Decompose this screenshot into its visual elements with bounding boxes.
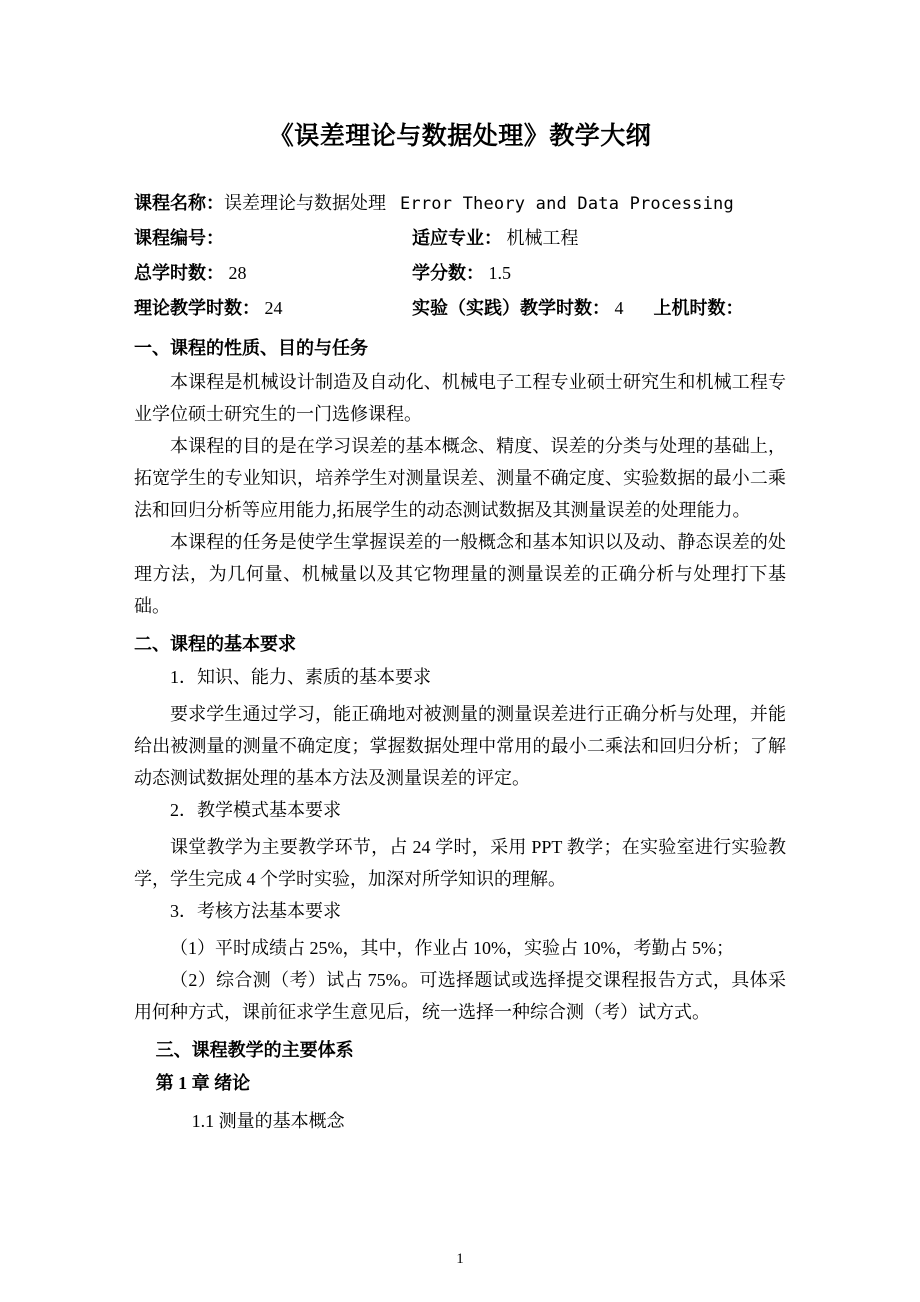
total-hours-value: 28 (228, 263, 247, 284)
section-2-item-3-subheading: 3．考核方法基本要求 (170, 900, 341, 921)
section-heading-1: 一、课程的性质、目的与任务 (134, 338, 368, 359)
course-name-value: 误差理论与数据处理 (224, 193, 386, 213)
section-1-paragraph-2: 本课程的目的是在学习误差的基本概念、精度、误差的分类与处理的基础上，拓宽学生的专业知识，培养学生对测量误差、测量不确定度、实验数据的最小二乘法和回归分析等应用能力,拓展学生的动态测试数据及其测量误差的处理能力。 (134, 435, 786, 520)
credits-label: 学分数： (412, 263, 484, 284)
computer-hours-group (624, 291, 744, 326)
page-number: 1 (456, 1251, 464, 1267)
major-label: 适应专业： (412, 228, 502, 249)
course-name-english: Error Theory and Data Processing (400, 194, 734, 214)
section-heading-2: 二、课程的基本要求 (134, 633, 296, 654)
section-heading-3: 三、课程教学的主要体系 (155, 1040, 354, 1061)
experiment-hours-value: 4 (614, 298, 624, 319)
theory-hours-group (134, 291, 412, 326)
credits-value: 1.5 (488, 263, 511, 284)
page-title: 《误差理论与数据处理》教学大纲 (268, 123, 652, 150)
section-2-item-1-paragraph-1: 要求学生通过学习，能正确地对被测量的测量误差进行正确分析与处理，并能给出被测量的测量不确定度；掌握数据处理中常用的最小二乘法和回归分析；了解动态测试数据处理的基本方法及测量误差的评定。 (134, 704, 786, 789)
experiment-hours-group (412, 291, 624, 326)
major-value: 机械工程 (506, 228, 579, 249)
total-hours-label: 总学时数： (134, 263, 224, 284)
chapter-heading-1: 第 1 章 绪论 (155, 1073, 251, 1094)
meta-row-code-major (134, 221, 786, 256)
course-code-label: 课程编号： (134, 228, 224, 249)
meta-row-theory-experiment (134, 291, 786, 326)
theory-hours-label: 理论教学时数： (134, 298, 260, 319)
section-2-item-2-paragraph-1: 课堂教学为主要教学环节，占 24 学时，采用 PPT 教学；在实验室进行实验教学，学生完成 4 个学时实验，加深对所学知识的理解。 (134, 836, 786, 889)
section-1-paragraph-3: 本课程的任务是使学生掌握误差的一般概念和基本知识以及动、静态误差的处理方法，为几何量、机械量以及其它物理量的测量误差的正确分析与处理打下基础。 (134, 531, 786, 616)
section-2-item-3-paragraph-2: （2）综合测（考）试占 75%。可选择题试或选择提交课程报告方式，具体采用何种方式，课前征求学生意见后，统一选择一种综合测（考）试方式。 (134, 970, 786, 1023)
meta-row-hours-credits (134, 256, 786, 291)
major-group (412, 221, 579, 256)
section-2-item-3-paragraph-1: （1）平时成绩占 25%，其中，作业占 10%，实验占 10%，考勤占 5%； (170, 937, 734, 958)
total-hours-group (134, 256, 412, 291)
meta-row-course-name (134, 186, 786, 221)
section-2-item-1-subheading: 1．知识、能力、素质的基本要求 (170, 667, 431, 688)
theory-hours-value: 24 (264, 298, 283, 319)
chapter-1-item-1: 1.1 测量的基本概念 (191, 1110, 345, 1131)
section-2-item-2-subheading: 2．教学模式基本要求 (170, 800, 341, 821)
experiment-hours-label: 实验（实践）教学时数： (412, 298, 610, 319)
section-1-paragraph-1: 本课程是机械设计制造及自动化、机械电子工程专业硕士研究生和机械工程专业学位硕士研究生的一门选修课程。 (134, 371, 786, 424)
course-name-label: 课程名称： (134, 193, 224, 213)
credits-group (412, 256, 511, 291)
course-meta-block (134, 186, 786, 326)
course-code-group (134, 221, 412, 256)
computer-hours-label: 上机时数： (653, 298, 744, 319)
